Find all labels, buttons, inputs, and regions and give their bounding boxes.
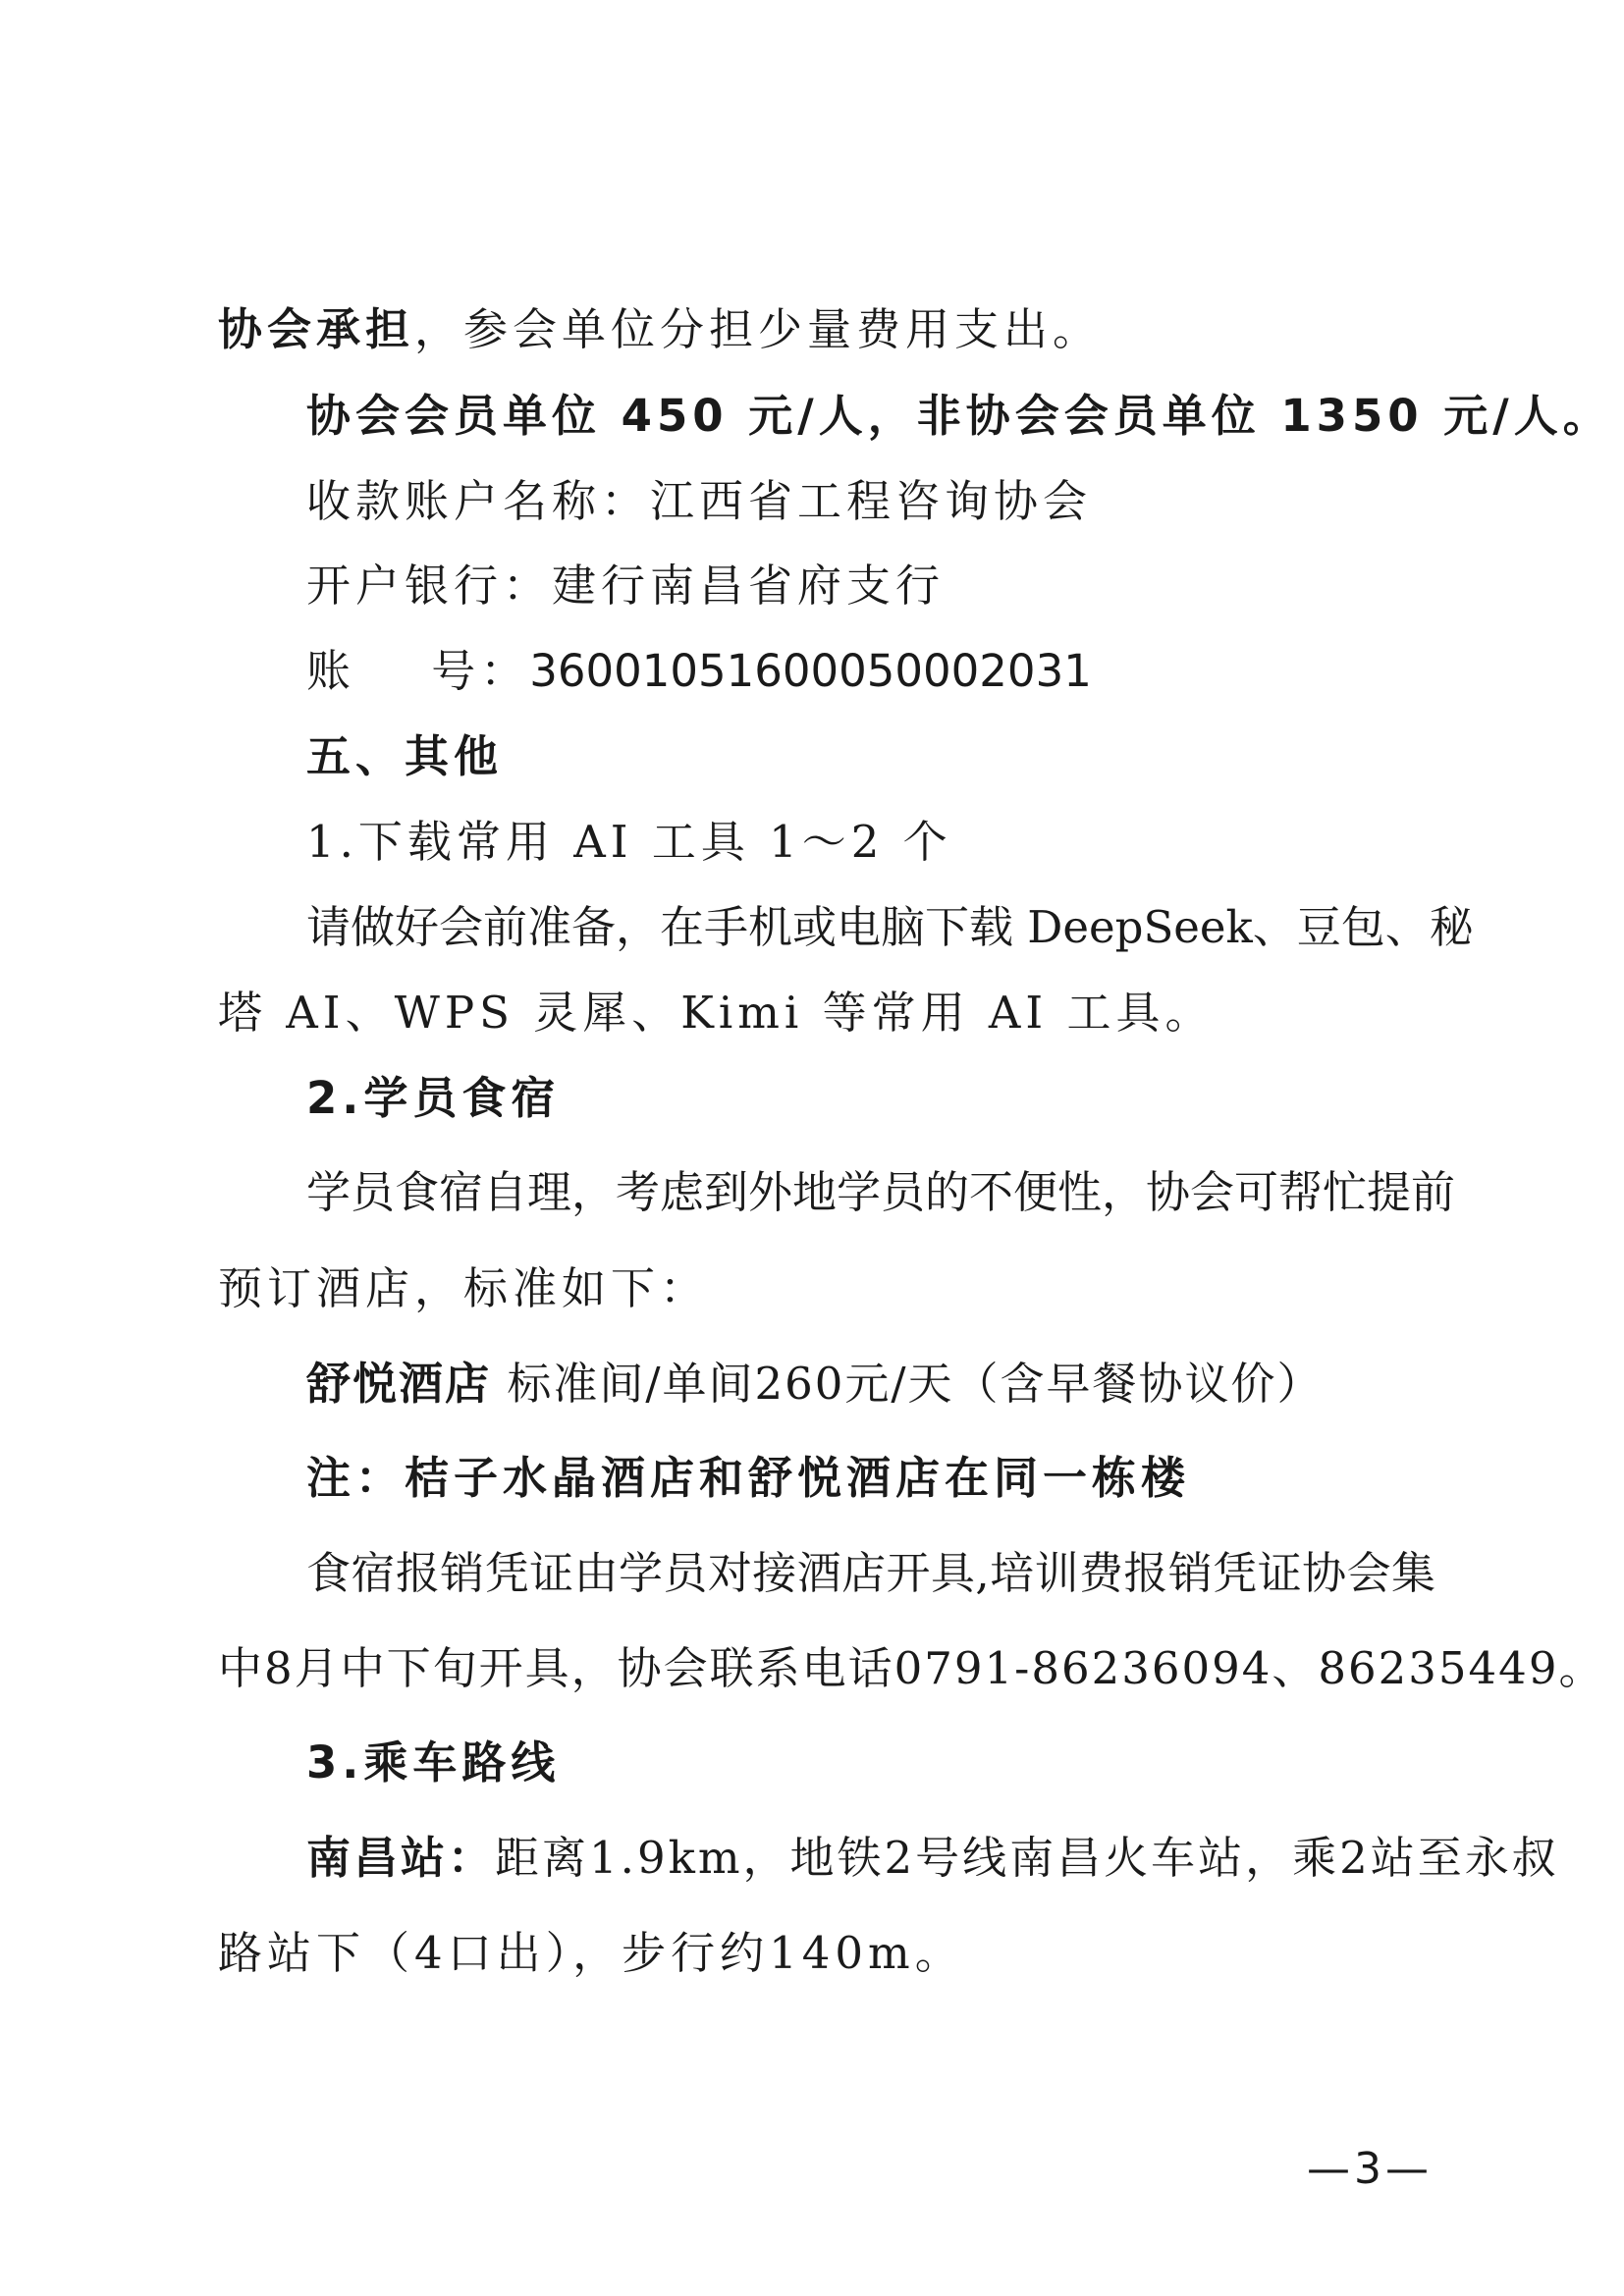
item-1-title: 1.下载常用 AI 工具 1～2 个: [306, 816, 952, 868]
item-2-paragraph-line-1: 学员食宿自理，考虑到外地学员的不便性，协会可帮忙提前: [306, 1166, 1456, 1218]
bank-line: 开户银行：建行南昌省府支行: [306, 560, 946, 612]
item-2-paragraph-line-2: 预订酒店，标准如下：: [218, 1262, 710, 1314]
invoice-paragraph-line-1: 食宿报销凭证由学员对接酒店开具,培训费报销凭证协会集: [306, 1547, 1435, 1599]
account-label: 账 号：: [306, 645, 530, 697]
hotel-note: 注：桔子水晶酒店和舒悦酒店在同一栋楼: [306, 1452, 1191, 1504]
cost-bearer: 协会承担: [218, 303, 415, 355]
paragraph-line-cost: [218, 300, 1435, 359]
item-1-paragraph-line-2: 塔 AI、WPS 灵犀、Kimi 等常用 AI 工具。: [218, 987, 1215, 1039]
account-number: 36001051600050002031: [529, 645, 1092, 697]
station-text: 距离1.9km，地铁2号线南昌火车站，乘2站至永叔: [495, 1832, 1559, 1884]
account-number-line: [306, 642, 1435, 701]
item-1-paragraph-line-1: 请做好会前准备，在手机或电脑下载 DeepSeek、豆包、秘: [306, 901, 1474, 953]
item-2-title: 2.学员食宿: [306, 1072, 561, 1124]
hotel-line: [306, 1355, 1435, 1414]
station-paragraph-line-2: 路站下（4口出），步行约140m。: [218, 1927, 964, 1979]
invoice-paragraph-line-2: 中8月中下旬开具，协会联系电话0791-86236094、86235449。: [218, 1642, 1605, 1694]
page-number: —3—: [1307, 2144, 1433, 2194]
item-3-title: 3.乘车路线: [306, 1736, 561, 1789]
section-heading-other: 五、其他: [306, 730, 504, 782]
cost-rest: ，参会单位分担少量费用支出。: [414, 303, 1103, 355]
account-name-line: 收款账户名称：江西省工程咨询协会: [306, 475, 1093, 527]
station-label: 南昌站：: [306, 1832, 496, 1884]
hotel-name: 舒悦酒店: [306, 1358, 492, 1410]
station-paragraph-line-1: [306, 1829, 1559, 1888]
hotel-rate: 标准间/单间260元/天（含早餐协议价）: [491, 1358, 1324, 1410]
fee-line: 协会会员单位 450 元/人，非协会会员单位 1350 元/人。: [306, 390, 1612, 442]
